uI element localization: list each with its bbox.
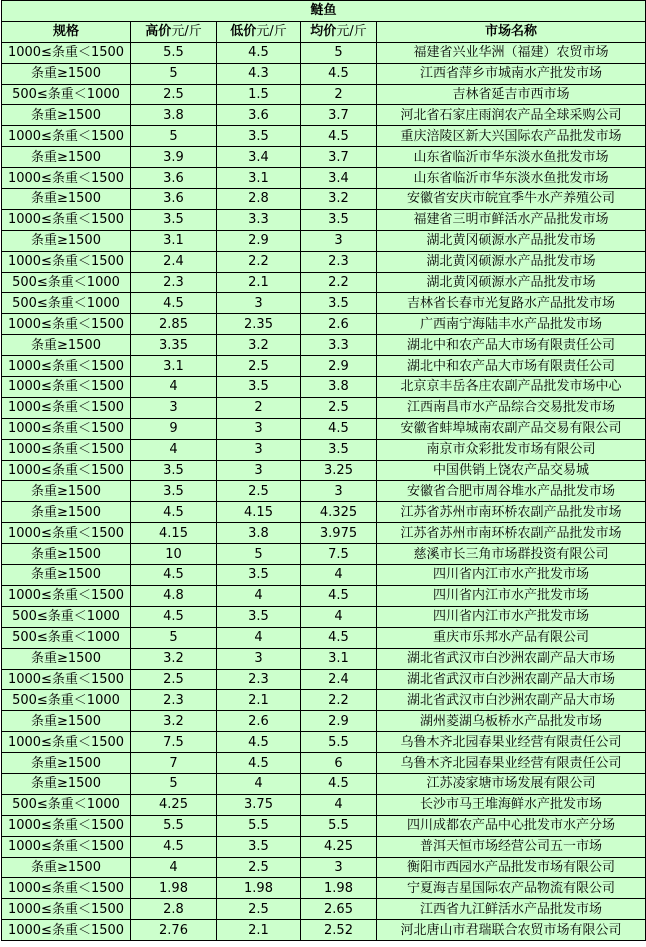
table-row [2, 168, 646, 189]
cell-avg-price: 3.2 [301, 189, 377, 210]
cell-avg-price: 3.5 [301, 293, 377, 314]
cell-low-price: 2.5 [217, 857, 301, 878]
cell-market-name: 衡阳市西园水产品批发市场有限公司 [377, 857, 646, 878]
cell-spec: 1000≤条重＜1500 [2, 878, 131, 899]
cell-avg-price: 5 [301, 42, 377, 63]
table-row [2, 502, 646, 523]
cell-spec: 500≤条重＜1000 [2, 272, 131, 293]
table-row [2, 272, 646, 293]
cell-low-price: 2.8 [217, 189, 301, 210]
cell-avg-price: 2 [301, 84, 377, 105]
cell-avg-price: 4 [301, 565, 377, 586]
table-row [2, 585, 646, 606]
cell-avg-price: 7.5 [301, 544, 377, 565]
table-row [2, 42, 646, 63]
table-row [2, 899, 646, 920]
cell-avg-price: 2.9 [301, 711, 377, 732]
cell-low-price: 3.1 [217, 168, 301, 189]
cell-market-name: 宁夏海吉星国际农产品物流有限公司 [377, 878, 646, 899]
table-row [2, 293, 646, 314]
cell-market-name: 乌鲁木齐北园春果业经营有限责任公司 [377, 753, 646, 774]
table-row [2, 627, 646, 648]
price-table [1, 0, 646, 941]
cell-avg-price: 4.5 [301, 63, 377, 84]
cell-high-price: 4.5 [131, 836, 217, 857]
cell-avg-price: 4.5 [301, 126, 377, 147]
cell-market-name: 吉林省长春市光复路水产品批发市场 [377, 293, 646, 314]
cell-market-name: 广西南宁海陆丰水产品批发市场 [377, 314, 646, 335]
table-title-row [2, 1, 646, 22]
cell-market-name: 湖北中和农产品大市场有限责任公司 [377, 356, 646, 377]
cell-high-price: 5 [131, 126, 217, 147]
cell-market-name: 安徽省合肥市周谷堆水产品批发市场 [377, 481, 646, 502]
cell-market-name: 江苏省苏州市南环桥农副产品批发市场 [377, 502, 646, 523]
cell-market-name: 山东省临沂市华东淡水鱼批发市场 [377, 168, 646, 189]
cell-spec: 1000≤条重＜1500 [2, 42, 131, 63]
cell-high-price: 2.76 [131, 920, 217, 941]
cell-low-price: 3.5 [217, 836, 301, 857]
cell-spec: 1000≤条重＜1500 [2, 920, 131, 941]
cell-low-price: 1.98 [217, 878, 301, 899]
table-row [2, 794, 646, 815]
cell-avg-price: 2.2 [301, 272, 377, 293]
cell-high-price: 4.25 [131, 794, 217, 815]
header-spec: 规格 [2, 21, 131, 42]
cell-low-price: 2.1 [217, 690, 301, 711]
table-body [2, 42, 646, 940]
cell-spec: 条重≥1500 [2, 502, 131, 523]
cell-market-name: 河北唐山市君瑞联合农贸市场有限公司 [377, 920, 646, 941]
cell-low-price: 3.75 [217, 794, 301, 815]
cell-market-name: 北京京丰岳各庄农副产品批发市场中心 [377, 377, 646, 398]
table-row [2, 356, 646, 377]
cell-high-price: 9 [131, 418, 217, 439]
table-row [2, 836, 646, 857]
cell-avg-price: 2.4 [301, 669, 377, 690]
table-row [2, 126, 646, 147]
cell-spec: 500≤条重＜1000 [2, 794, 131, 815]
cell-avg-price: 3.3 [301, 335, 377, 356]
cell-market-name: 河北省石家庄雨润农产品全球采购公司 [377, 105, 646, 126]
cell-high-price: 3.2 [131, 711, 217, 732]
cell-avg-price: 2.9 [301, 356, 377, 377]
cell-low-price: 3.2 [217, 335, 301, 356]
cell-spec: 条重≥1500 [2, 63, 131, 84]
cell-market-name: 重庆涪陵区新大兴国际农产品批发市场 [377, 126, 646, 147]
cell-low-price: 4 [217, 585, 301, 606]
cell-spec: 条重≥1500 [2, 711, 131, 732]
table-row [2, 84, 646, 105]
cell-market-name: 江西南昌市水产品综合交易批发市场 [377, 397, 646, 418]
cell-spec: 500≤条重＜1000 [2, 293, 131, 314]
table-row [2, 230, 646, 251]
table-row [2, 314, 646, 335]
cell-high-price: 4 [131, 857, 217, 878]
cell-low-price: 2.5 [217, 356, 301, 377]
cell-spec: 1000≤条重＜1500 [2, 314, 131, 335]
cell-avg-price: 4.5 [301, 627, 377, 648]
cell-low-price: 2.3 [217, 669, 301, 690]
table-row [2, 335, 646, 356]
cell-low-price: 3 [217, 293, 301, 314]
table-row [2, 669, 646, 690]
header-market-name: 市场名称 [377, 21, 646, 42]
cell-market-name: 长沙市马王堆海鲜水产批发市场 [377, 794, 646, 815]
cell-spec: 1000≤条重＜1500 [2, 732, 131, 753]
cell-low-price: 2.1 [217, 920, 301, 941]
cell-spec: 1000≤条重＜1500 [2, 439, 131, 460]
cell-avg-price: 3.5 [301, 439, 377, 460]
cell-avg-price: 3 [301, 481, 377, 502]
cell-low-price: 2.9 [217, 230, 301, 251]
cell-market-name: 安徽省蚌埠城南农副产品交易有限公司 [377, 418, 646, 439]
cell-spec: 500≤条重＜1000 [2, 690, 131, 711]
cell-market-name: 四川省内江市水产批发市场 [377, 585, 646, 606]
table-row [2, 105, 646, 126]
cell-spec: 1000≤条重＜1500 [2, 377, 131, 398]
cell-low-price: 4 [217, 627, 301, 648]
cell-spec: 500≤条重＜1000 [2, 84, 131, 105]
cell-avg-price: 3.1 [301, 648, 377, 669]
cell-low-price: 2.5 [217, 481, 301, 502]
cell-spec: 1000≤条重＜1500 [2, 585, 131, 606]
table-row [2, 732, 646, 753]
cell-low-price: 2.35 [217, 314, 301, 335]
cell-spec: 条重≥1500 [2, 753, 131, 774]
cell-avg-price: 3.25 [301, 460, 377, 481]
cell-market-name: 江苏凌家塘市场发展有限公司 [377, 773, 646, 794]
cell-low-price: 3.5 [217, 606, 301, 627]
cell-avg-price: 4 [301, 606, 377, 627]
cell-avg-price: 2.5 [301, 397, 377, 418]
cell-avg-price: 3 [301, 230, 377, 251]
cell-avg-price: 2.3 [301, 251, 377, 272]
cell-market-name: 福建省三明市鲜活水产品批发市场 [377, 209, 646, 230]
cell-high-price: 3.6 [131, 168, 217, 189]
cell-low-price: 5 [217, 544, 301, 565]
cell-high-price: 4.5 [131, 606, 217, 627]
cell-low-price: 3.5 [217, 126, 301, 147]
cell-high-price: 3.1 [131, 356, 217, 377]
table-row [2, 63, 646, 84]
cell-avg-price: 6 [301, 753, 377, 774]
cell-low-price: 3 [217, 460, 301, 481]
cell-spec: 1000≤条重＜1500 [2, 418, 131, 439]
cell-spec: 1000≤条重＜1500 [2, 815, 131, 836]
cell-spec: 1000≤条重＜1500 [2, 168, 131, 189]
table-row [2, 481, 646, 502]
cell-market-name: 湖北省武汉市白沙洲农副产品大市场 [377, 669, 646, 690]
cell-market-name: 湖北黄冈硕源水产品批发市场 [377, 230, 646, 251]
table-row [2, 209, 646, 230]
cell-low-price: 4.5 [217, 42, 301, 63]
header-low-price: 低价元/斤 [217, 21, 301, 42]
cell-low-price: 4.5 [217, 753, 301, 774]
cell-low-price: 3.6 [217, 105, 301, 126]
cell-low-price: 1.5 [217, 84, 301, 105]
cell-low-price: 4.5 [217, 732, 301, 753]
cell-avg-price: 3.7 [301, 105, 377, 126]
cell-high-price: 3.8 [131, 105, 217, 126]
cell-spec: 条重≥1500 [2, 105, 131, 126]
header-high-price: 高价元/斤 [131, 21, 217, 42]
cell-avg-price: 3.975 [301, 523, 377, 544]
cell-avg-price: 4 [301, 794, 377, 815]
cell-spec: 500≤条重＜1000 [2, 606, 131, 627]
table-row [2, 711, 646, 732]
cell-avg-price: 2.52 [301, 920, 377, 941]
cell-high-price: 7 [131, 753, 217, 774]
cell-market-name: 山东省临沂市华东淡水鱼批发市场 [377, 147, 646, 168]
cell-market-name: 湖北中和农产品大市场有限责任公司 [377, 335, 646, 356]
cell-high-price: 7.5 [131, 732, 217, 753]
cell-spec: 500≤条重＜1000 [2, 627, 131, 648]
cell-spec: 条重≥1500 [2, 481, 131, 502]
cell-spec: 1000≤条重＜1500 [2, 209, 131, 230]
cell-low-price: 3.3 [217, 209, 301, 230]
cell-high-price: 2.4 [131, 251, 217, 272]
cell-high-price: 4.8 [131, 585, 217, 606]
cell-market-name: 福建省兴业华洲（福建）农贸市场 [377, 42, 646, 63]
cell-avg-price: 4.25 [301, 836, 377, 857]
cell-avg-price: 2.2 [301, 690, 377, 711]
cell-high-price: 3 [131, 397, 217, 418]
cell-market-name: 湖北黄冈硕源水产品批发市场 [377, 251, 646, 272]
table-title: 鲢鱼 [2, 1, 646, 22]
cell-high-price: 2.85 [131, 314, 217, 335]
table-row [2, 690, 646, 711]
cell-low-price: 3 [217, 418, 301, 439]
cell-avg-price: 1.98 [301, 878, 377, 899]
cell-low-price: 2 [217, 397, 301, 418]
cell-low-price: 2.5 [217, 899, 301, 920]
cell-market-name: 吉林省延吉市西市场 [377, 84, 646, 105]
cell-avg-price: 2.6 [301, 314, 377, 335]
cell-low-price: 3 [217, 439, 301, 460]
cell-spec: 条重≥1500 [2, 544, 131, 565]
cell-high-price: 3.5 [131, 460, 217, 481]
cell-market-name: 江苏省苏州市南环桥农副产品批发市场 [377, 523, 646, 544]
cell-market-name: 四川成都农产品中心批发市水产分场 [377, 815, 646, 836]
table-row [2, 857, 646, 878]
cell-high-price: 3.2 [131, 648, 217, 669]
table-row [2, 460, 646, 481]
cell-spec: 1000≤条重＜1500 [2, 460, 131, 481]
cell-spec: 条重≥1500 [2, 857, 131, 878]
cell-high-price: 3.5 [131, 209, 217, 230]
cell-high-price: 2.5 [131, 84, 217, 105]
cell-market-name: 中国供销上饶农产品交易城 [377, 460, 646, 481]
cell-high-price: 5 [131, 773, 217, 794]
cell-market-name: 安徽省安庆市皖宜季牛水产养殖公司 [377, 189, 646, 210]
cell-high-price: 5 [131, 627, 217, 648]
table-row [2, 377, 646, 398]
table-row [2, 606, 646, 627]
cell-spec: 1000≤条重＜1500 [2, 356, 131, 377]
cell-market-name: 四川省内江市水产批发市场 [377, 606, 646, 627]
cell-low-price: 2.2 [217, 251, 301, 272]
cell-high-price: 3.5 [131, 481, 217, 502]
cell-spec: 1000≤条重＜1500 [2, 669, 131, 690]
cell-spec: 条重≥1500 [2, 773, 131, 794]
cell-market-name: 乌鲁木齐北园春果业经营有限责任公司 [377, 732, 646, 753]
cell-market-name: 湖北黄冈硕源水产品批发市场 [377, 272, 646, 293]
cell-avg-price: 4.5 [301, 773, 377, 794]
cell-high-price: 4.5 [131, 565, 217, 586]
cell-spec: 1000≤条重＜1500 [2, 251, 131, 272]
cell-high-price: 2.3 [131, 690, 217, 711]
cell-market-name: 普洱天恒市场经营公司五一市场 [377, 836, 646, 857]
cell-avg-price: 3.4 [301, 168, 377, 189]
cell-high-price: 1.98 [131, 878, 217, 899]
cell-spec: 条重≥1500 [2, 189, 131, 210]
cell-high-price: 4.5 [131, 502, 217, 523]
cell-high-price: 3.6 [131, 189, 217, 210]
cell-low-price: 3.5 [217, 565, 301, 586]
cell-market-name: 重庆市乐邦水产品有限公司 [377, 627, 646, 648]
cell-high-price: 4 [131, 439, 217, 460]
cell-avg-price: 4.325 [301, 502, 377, 523]
cell-high-price: 4.5 [131, 293, 217, 314]
cell-low-price: 3.4 [217, 147, 301, 168]
cell-spec: 条重≥1500 [2, 147, 131, 168]
table-row [2, 397, 646, 418]
cell-low-price: 3.8 [217, 523, 301, 544]
cell-market-name: 湖北省武汉市白沙洲农副产品大市场 [377, 690, 646, 711]
cell-spec: 1000≤条重＜1500 [2, 397, 131, 418]
cell-market-name: 南京市众彩批发市场有限公司 [377, 439, 646, 460]
cell-spec: 条重≥1500 [2, 335, 131, 356]
cell-low-price: 4.3 [217, 63, 301, 84]
table-row [2, 753, 646, 774]
header-row [2, 21, 646, 42]
table-row [2, 878, 646, 899]
cell-high-price: 3.35 [131, 335, 217, 356]
cell-high-price: 3.1 [131, 230, 217, 251]
table-row [2, 189, 646, 210]
table-row [2, 418, 646, 439]
cell-market-name: 江西省萍乡市城南水产批发市场 [377, 63, 646, 84]
cell-spec: 1000≤条重＜1500 [2, 523, 131, 544]
cell-avg-price: 3.5 [301, 209, 377, 230]
table-row [2, 815, 646, 836]
cell-low-price: 3 [217, 648, 301, 669]
table-row [2, 648, 646, 669]
cell-low-price: 4.15 [217, 502, 301, 523]
cell-market-name: 四川省内江市水产批发市场 [377, 565, 646, 586]
cell-spec: 1000≤条重＜1500 [2, 899, 131, 920]
cell-high-price: 5.5 [131, 815, 217, 836]
cell-spec: 条重≥1500 [2, 648, 131, 669]
cell-avg-price: 4.5 [301, 418, 377, 439]
cell-avg-price: 3 [301, 857, 377, 878]
cell-high-price: 2.5 [131, 669, 217, 690]
cell-high-price: 2.3 [131, 272, 217, 293]
cell-avg-price: 5.5 [301, 815, 377, 836]
table-row [2, 251, 646, 272]
table-row [2, 565, 646, 586]
cell-spec: 1000≤条重＜1500 [2, 836, 131, 857]
cell-high-price: 5.5 [131, 42, 217, 63]
cell-avg-price: 5.5 [301, 732, 377, 753]
table-row [2, 439, 646, 460]
cell-high-price: 4 [131, 377, 217, 398]
table-row [2, 920, 646, 941]
table-row [2, 147, 646, 168]
table-row [2, 773, 646, 794]
cell-market-name: 湖州菱湖乌板桥水产品批发市场 [377, 711, 646, 732]
cell-spec: 条重≥1500 [2, 230, 131, 251]
cell-high-price: 5 [131, 63, 217, 84]
cell-low-price: 3.5 [217, 377, 301, 398]
cell-spec: 条重≥1500 [2, 565, 131, 586]
cell-avg-price: 3.8 [301, 377, 377, 398]
cell-market-name: 慈溪市长三角市场群投资有限公司 [377, 544, 646, 565]
table-row [2, 523, 646, 544]
cell-low-price: 5.5 [217, 815, 301, 836]
cell-low-price: 4 [217, 773, 301, 794]
cell-high-price: 2.8 [131, 899, 217, 920]
cell-low-price: 2.1 [217, 272, 301, 293]
cell-low-price: 2.6 [217, 711, 301, 732]
cell-spec: 1000≤条重＜1500 [2, 126, 131, 147]
cell-market-name: 湖北省武汉市白沙洲农副产品大市场 [377, 648, 646, 669]
cell-high-price: 10 [131, 544, 217, 565]
header-avg-price: 均价元/斤 [301, 21, 377, 42]
cell-high-price: 3.9 [131, 147, 217, 168]
cell-high-price: 4.15 [131, 523, 217, 544]
cell-avg-price: 4.5 [301, 585, 377, 606]
cell-avg-price: 3.7 [301, 147, 377, 168]
table-row [2, 544, 646, 565]
cell-avg-price: 2.65 [301, 899, 377, 920]
cell-market-name: 江西省九江鲜活水产品批发市场 [377, 899, 646, 920]
